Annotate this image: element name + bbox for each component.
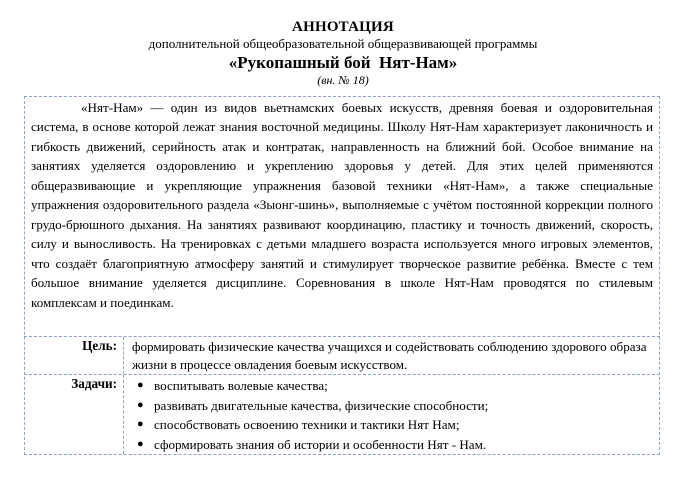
- goal-content: [132, 337, 654, 374]
- bullet-icon: ●: [137, 379, 144, 391]
- table-border-right: [659, 96, 660, 455]
- document-subtitle: дополнительной общеобразовательной общеразвивающей программы: [148, 36, 538, 51]
- bullet-icon: ●: [137, 437, 144, 450]
- goal-label: Цель:: [24, 337, 124, 374]
- abstract-cell: [24, 96, 660, 336]
- list-item: [132, 396, 654, 416]
- document-header: [0, 18, 682, 88]
- registration-number: (вн. № 18): [317, 73, 369, 87]
- goal-text: формировать физические качества учащихся и содействовать соблюдению здорового образа жизни в процессе овладения боевым искусством.: [132, 339, 647, 372]
- table-border-left: [24, 96, 25, 455]
- tasks-row: [24, 374, 660, 455]
- tasks-list: [132, 375, 654, 454]
- tasks-label: Задачи:: [24, 375, 124, 454]
- tasks-content: [132, 375, 654, 454]
- list-item: [132, 415, 654, 435]
- task-text: способствовать освоению техники и тактики Нят Нам;: [154, 417, 460, 433]
- abstract-text: «Нят-Нам» — один из видов вьетнамских боевых искусств, древняя боевая и оздоровительная система, в основе которой лежат знания восточной медицины. Школу Нят-Нам характеризует лаконичность и гибкость движений, серийность атак и контратак, направленность на ближний бой. Особое внимание на занятиях уделяется оздоровлению и укреплению здоровья у детей. Для этих целей применяются общеразвивающие и укрепляющие упражнения базовой техники «Нят-Нам», а также специальные упражнения оздоровительного раздела «Зыонг-шинь», выполняемые с учётом постоянной коррекции полного грудо-брюшного дыхания. На занятиях развивают координацию, пластику и точность движений, скорость, силу и выносливость. На тренировках с детьми младшего возраста используется много игровых элементов, что создаёт благоприятную атмосферу занятий и стимулирует творческое развитие ребёнка. Вместе с тем большое внимание уделяется дисциплине. Соревнования в школе Нят-Нам проводятся по стилевым комплексам и поединкам.: [31, 100, 653, 310]
- goal-row: [24, 336, 660, 374]
- bullet-icon: ●: [137, 418, 144, 431]
- task-text: развивать двигательные качества, физические способности;: [154, 397, 489, 413]
- task-text: воспитывать волевые качества;: [154, 378, 328, 393]
- document-title: АННОТАЦИЯ: [292, 19, 394, 35]
- list-item: [132, 435, 654, 455]
- program-name: «Рукопашный бой Нят-Нам»: [228, 53, 458, 72]
- bullet-icon: ●: [137, 398, 144, 411]
- task-text: сформировать знания об истории и особенности Нят - Нам.: [154, 436, 487, 452]
- list-item: [132, 376, 654, 396]
